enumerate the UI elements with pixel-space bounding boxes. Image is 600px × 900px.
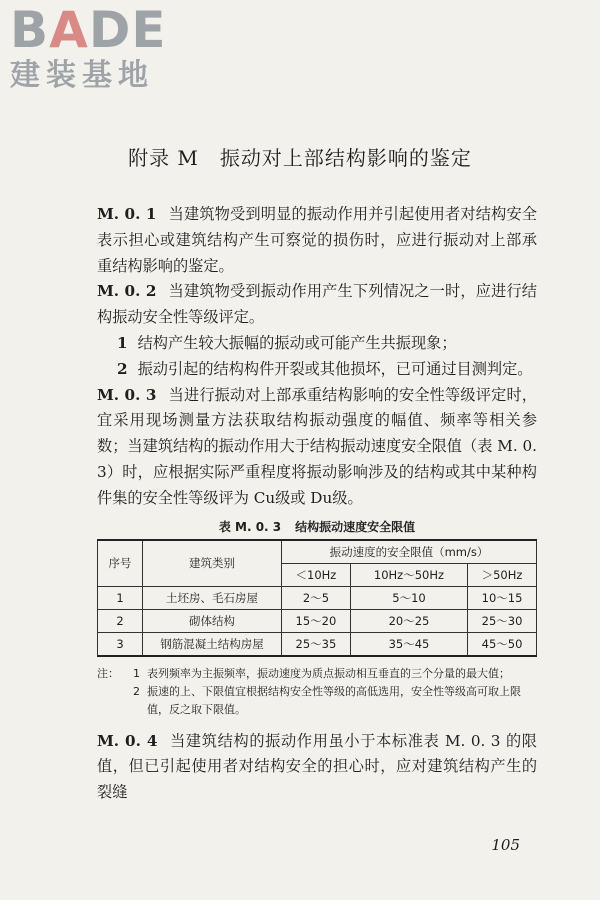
clause-text: 当进行振动对上部承重结构影响的安全性等级评定时，宜采用现场测量方法获取结构振动强度的幅值、频率等相关参数；当建筑结构的振动作用大于结构振动速度安全限值（表 M. 0. 3）时，应根据实际严重程度将振动影响涉及的结构或其中某种构件集的安全性等级评为 Cu级或 Du级。: [97, 385, 537, 507]
header-category: 建筑类别: [143, 540, 282, 587]
logo-wordmark: BADE: [10, 1, 167, 59]
page-number: 105: [491, 836, 520, 854]
clause-m04: [97, 729, 537, 806]
table-row: 1 土坯房、毛石房屋 2～5 5～10 10～15: [98, 586, 537, 609]
table-row: 2 砌体结构 15～20 20～25 25～30: [98, 609, 537, 632]
clause-m03: [97, 383, 537, 512]
clause-number: M. 0. 2: [97, 282, 157, 301]
clause-number: M. 0. 3: [97, 385, 157, 404]
clause-text: 当建筑物受到振动作用产生下列情况之一时，应进行结构振动安全性等级评定。: [97, 282, 537, 327]
note-item: 2 振速的上、下限值宜根据结构安全性等级的高低选用，安全性等级高可取上限值，反之取下限值。: [133, 684, 521, 716]
table-row: 3 钢筋混凝土结构房屋 25～35 35～45 45～50: [98, 632, 537, 656]
clause-m01: [97, 202, 537, 279]
page-title: 附录 M 振动对上部结构影响的鉴定: [128, 146, 472, 170]
clause-item: 2 振动引起的结构构件开裂或其他损坏，已可通过目测判定。: [117, 359, 533, 378]
table-notes: [97, 665, 537, 719]
header-col: ＜10Hz: [282, 563, 351, 586]
header-col: 10Hz～50Hz: [350, 563, 467, 586]
note-item: 注： 1 表列频率为主振频率，振动速度为质点振动相互垂直的三个分量的最大值；: [97, 666, 510, 680]
bade-logo: [10, 1, 180, 94]
header-seq: 序号: [98, 540, 143, 587]
vibration-limit-table: [97, 539, 537, 657]
table-header-row: [98, 540, 537, 564]
document-body: [97, 202, 537, 806]
clause-number: M. 0. 1: [97, 205, 157, 223]
header-limit-group: 振动速度的安全限值（mm/s）: [282, 540, 537, 564]
clause-text: 当建筑结构的振动作用虽小于本标准表 M. 0. 3 的限值，但已引起使用者对结构安全的担心时，应对建筑结构产生的裂缝: [97, 731, 537, 802]
clause-number: M. 0. 4: [97, 731, 158, 750]
clause-text: 当建筑物受到明显的振动作用并引起使用者对结构安全表示担心或建筑结构产生可察觉的损伤时，应进行振动对上部承重结构影响的鉴定。: [97, 205, 537, 275]
header-col: ＞50Hz: [468, 563, 537, 586]
table-caption: 表 M. 0. 3 结构振动速度安全限值: [218, 519, 416, 534]
logo-subtitle: 建装基地: [10, 58, 154, 93]
clause-item: 1 结构产生较大振幅的振动或可能产生共振现象；: [117, 333, 457, 352]
clause-m02: [97, 279, 537, 331]
